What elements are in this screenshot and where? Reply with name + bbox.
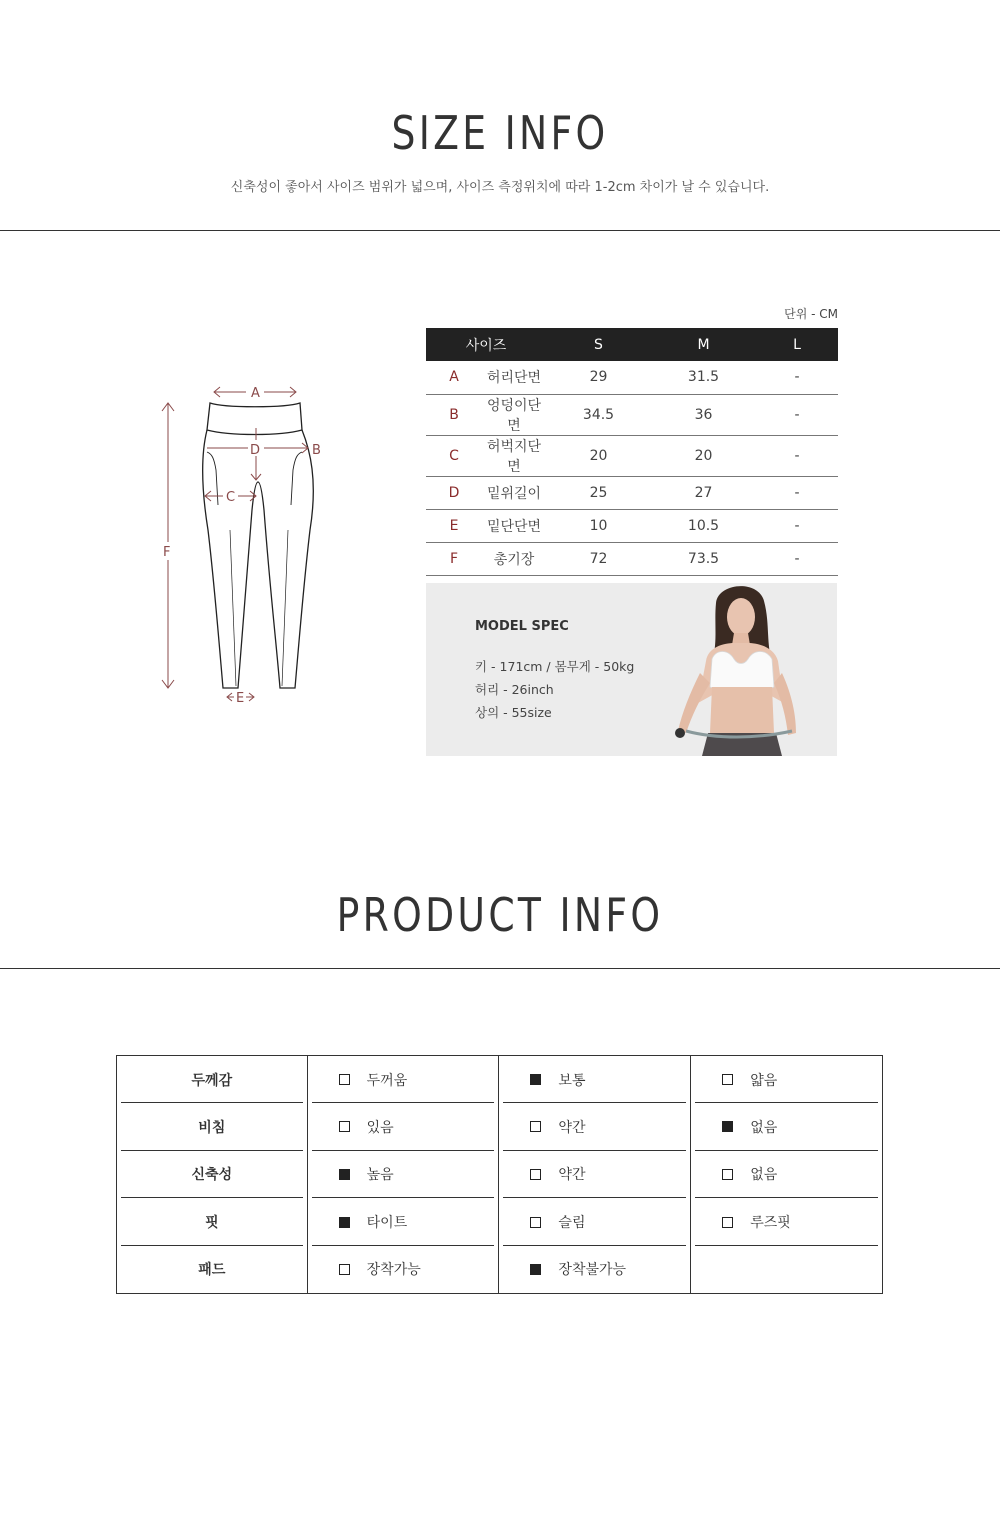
size-m-value: 31.5 — [651, 361, 756, 394]
label-f: F — [163, 545, 171, 560]
label-e: E — [236, 691, 245, 706]
attribute-label: 핏 — [205, 1215, 219, 1232]
size-table-row — [426, 509, 838, 542]
size-table-row — [426, 361, 838, 394]
label-a: A — [251, 386, 260, 401]
model-spec-line: 키 - 171cm / 몸무게 - 50kg — [475, 659, 635, 674]
size-m-value: 73.5 — [651, 542, 756, 575]
attribute-name — [117, 1151, 308, 1199]
measure-name: 밑단단면 — [482, 509, 546, 542]
label-c: C — [226, 490, 236, 505]
option-cell — [307, 1246, 499, 1294]
product-info-row — [117, 1198, 883, 1246]
option-label: 장착불가능 — [558, 1262, 627, 1279]
option-label: 약간 — [558, 1119, 586, 1136]
measure-name: 엉덩이단면 — [482, 394, 546, 435]
measure-name: 총기장 — [482, 542, 546, 575]
measure-name: 허벅지단면 — [482, 435, 546, 476]
size-letter: A — [426, 361, 482, 394]
unchecked-box-icon — [339, 1121, 350, 1132]
size-letter: C — [426, 435, 482, 476]
header-l: L — [756, 328, 838, 361]
size-m-value: 10.5 — [651, 509, 756, 542]
option-cell — [691, 1198, 883, 1246]
option-cell — [307, 1151, 499, 1199]
product-info-title: PRODUCT INFO — [336, 888, 664, 942]
option-cell — [307, 1056, 499, 1104]
size-m-value: 36 — [651, 394, 756, 435]
option-label: 있음 — [366, 1119, 394, 1136]
unchecked-box-icon — [722, 1169, 733, 1180]
size-letter: D — [426, 476, 482, 509]
measure-name: 밑위길이 — [482, 476, 546, 509]
product-info-row — [117, 1103, 883, 1151]
model-photo — [646, 583, 837, 756]
attribute-label: 두께감 — [191, 1072, 233, 1089]
option-cell — [499, 1056, 691, 1104]
model-spec-line: 상의 - 55size — [475, 705, 552, 720]
model-spec-title: MODEL SPEC — [475, 619, 569, 634]
size-l-value: - — [756, 361, 838, 394]
checked-box-icon — [530, 1264, 541, 1275]
option-label: 약간 — [558, 1167, 586, 1184]
size-l-value: - — [756, 542, 838, 575]
unit-label: 단위 - CM — [784, 307, 838, 321]
option-label: 슬림 — [558, 1215, 586, 1232]
size-table-row — [426, 476, 838, 509]
option-cell — [691, 1151, 883, 1199]
size-table — [426, 328, 838, 576]
size-s-value: 72 — [546, 542, 651, 575]
size-l-value: - — [756, 509, 838, 542]
option-cell — [691, 1056, 883, 1104]
checked-box-icon — [339, 1217, 350, 1228]
option-cell — [307, 1103, 499, 1151]
model-spec-panel — [426, 583, 837, 756]
size-l-value: - — [756, 476, 838, 509]
option-cell — [307, 1198, 499, 1246]
product-info-row — [117, 1151, 883, 1199]
size-letter: E — [426, 509, 482, 542]
option-label: 없음 — [750, 1167, 778, 1184]
size-info-subtitle: 신축성이 좋아서 사이즈 범위가 넓으며, 사이즈 측정위치에 따라 1-2cm 차이가 날 수 있습니다. — [230, 180, 770, 195]
attribute-name — [117, 1056, 308, 1104]
leggings-diagram — [150, 370, 350, 710]
option-label: 두꺼움 — [366, 1072, 408, 1089]
size-table-header — [426, 328, 838, 361]
size-table-row — [426, 394, 838, 435]
attribute-label: 패드 — [198, 1262, 226, 1279]
product-info-row — [117, 1056, 883, 1104]
header-s: S — [546, 328, 651, 361]
option-cell — [499, 1103, 691, 1151]
attribute-name — [117, 1246, 308, 1294]
divider — [0, 230, 1000, 231]
unchecked-box-icon — [722, 1217, 733, 1228]
attribute-name — [117, 1198, 308, 1246]
option-label: 루즈핏 — [750, 1215, 791, 1232]
model-spec-line: 허리 - 26inch — [475, 682, 554, 697]
unchecked-box-icon — [530, 1121, 541, 1132]
size-table-row — [426, 542, 838, 575]
option-label: 얇음 — [750, 1072, 778, 1089]
unchecked-box-icon — [530, 1169, 541, 1180]
header-size: 사이즈 — [426, 328, 546, 361]
size-l-value: - — [756, 435, 838, 476]
unchecked-box-icon — [530, 1217, 541, 1228]
option-label: 보통 — [558, 1072, 586, 1089]
option-cell — [499, 1151, 691, 1199]
size-s-value: 29 — [546, 361, 651, 394]
size-table-row — [426, 435, 838, 476]
attribute-name — [117, 1103, 308, 1151]
size-s-value: 34.5 — [546, 394, 651, 435]
option-cell — [691, 1103, 883, 1151]
divider — [0, 968, 1000, 969]
size-m-value: 20 — [651, 435, 756, 476]
unchecked-box-icon — [339, 1264, 350, 1275]
unchecked-box-icon — [722, 1074, 733, 1085]
size-l-value: - — [756, 394, 838, 435]
size-s-value: 20 — [546, 435, 651, 476]
size-letter: F — [426, 542, 482, 575]
option-label: 타이트 — [366, 1215, 408, 1232]
option-label: 장착가능 — [366, 1262, 421, 1279]
unchecked-box-icon — [339, 1074, 350, 1085]
size-m-value: 27 — [651, 476, 756, 509]
option-cell — [499, 1198, 691, 1246]
size-letter: B — [426, 394, 482, 435]
checked-box-icon — [530, 1074, 541, 1085]
size-info-title: SIZE INFO — [391, 106, 609, 160]
option-label: 없음 — [750, 1119, 778, 1136]
size-s-value: 25 — [546, 476, 651, 509]
option-label: 높음 — [366, 1167, 394, 1184]
product-info-table — [116, 1055, 883, 1294]
option-cell — [499, 1246, 691, 1294]
header-m: M — [651, 328, 756, 361]
label-b: B — [312, 443, 321, 458]
attribute-label: 신축성 — [191, 1167, 233, 1184]
size-s-value: 10 — [546, 509, 651, 542]
product-info-row — [117, 1246, 883, 1294]
checked-box-icon — [339, 1169, 350, 1180]
label-d: D — [250, 443, 261, 458]
attribute-label: 비침 — [198, 1119, 226, 1136]
checked-box-icon — [722, 1121, 733, 1132]
measure-name: 허리단면 — [482, 361, 546, 394]
option-cell — [691, 1246, 883, 1294]
